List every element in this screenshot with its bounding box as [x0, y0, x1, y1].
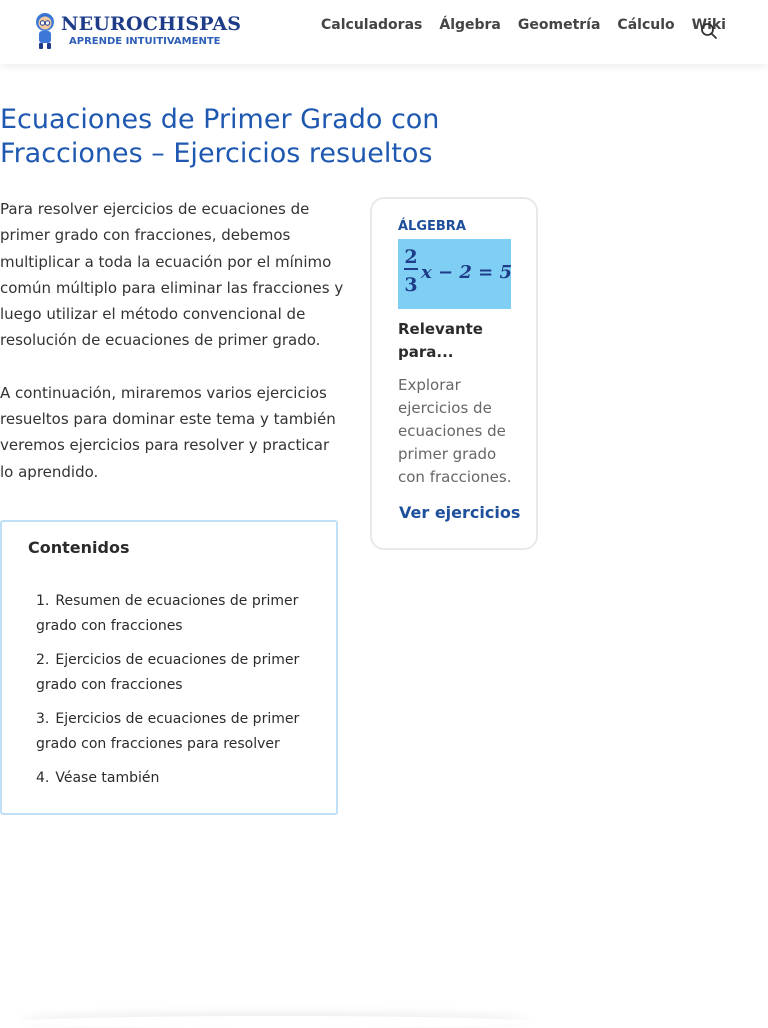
toc-item-label: Véase también	[55, 770, 160, 786]
page-footer-shadow	[20, 1016, 530, 1028]
toc-item-label: Resumen de ecuaciones de primer grado con fracciones	[36, 593, 299, 634]
equation-graphic	[398, 239, 511, 309]
toc-item[interactable]	[36, 766, 311, 791]
brand-name: NEUROCHISPAS	[61, 13, 242, 35]
nav-item-algebra[interactable]: Álgebra	[439, 17, 501, 33]
toc-item-label: Ejercicios de ecuaciones de primer grado con fracciones	[36, 652, 300, 693]
brand-tagline: APRENDE INTUITIVAMENTE	[69, 36, 221, 47]
equation-denominator: 3	[404, 274, 418, 296]
mascot-logo-icon	[34, 12, 56, 50]
equation-numerator: 2	[404, 246, 418, 268]
intro-paragraph: Para resolver ejercicios de ecuaciones de primer grado con fracciones, debemos multiplicar a toda la ecuación por el mínimo común múltiplo para eliminar las fracciones y luego utilizar el método convencional de resolución de ecuaciones de primer grado.	[0, 200, 344, 350]
intro-text	[0, 196, 345, 511]
related-card	[370, 197, 538, 550]
toc-item-number: 2.	[36, 652, 50, 668]
card-description: Explorar ejercicios de ecuaciones de primer grado con fracciones.	[398, 376, 512, 486]
equation-rest: x − 2 = 5	[421, 262, 511, 283]
view-exercises-link[interactable]: Ver ejercicios	[399, 503, 521, 522]
nav-item-calculo[interactable]: Cálculo	[617, 17, 675, 33]
toc-title: Contenidos	[28, 538, 130, 557]
toc-item[interactable]	[36, 707, 311, 757]
nav-item-calculadoras[interactable]: Calculadoras	[321, 17, 423, 33]
site-header	[0, 0, 768, 64]
toc-item-number: 1.	[36, 593, 50, 609]
toc-item-number: 4.	[36, 770, 50, 786]
page-title: Ecuaciones de Primer Grado con Fracciones – Ejercicios resueltos	[0, 104, 440, 169]
nav-item-geometria[interactable]: Geometría	[517, 17, 601, 33]
equation-image[interactable]	[398, 239, 511, 309]
toc-item-label: Ejercicios de ecuaciones de primer grado con fracciones para resolver	[36, 711, 300, 752]
toc-item[interactable]	[36, 648, 311, 698]
card-category-link[interactable]: ÁLGEBRA	[398, 219, 466, 234]
intro-paragraph: A continuación, miraremos varios ejercicios resueltos para dominar este tema y también veremos ejercicios para resolver y practicar lo aprendido.	[0, 383, 336, 481]
toc-list	[36, 589, 311, 800]
main-nav	[321, 17, 743, 33]
toc-item[interactable]	[36, 589, 311, 639]
site-logo[interactable]	[34, 12, 242, 52]
table-of-contents	[0, 520, 338, 815]
nav-item-wiki[interactable]: Wiki	[691, 17, 726, 33]
toc-item-number: 3.	[36, 711, 50, 727]
search-icon[interactable]	[700, 22, 718, 40]
card-relevant-label: Relevante para...	[398, 320, 483, 361]
